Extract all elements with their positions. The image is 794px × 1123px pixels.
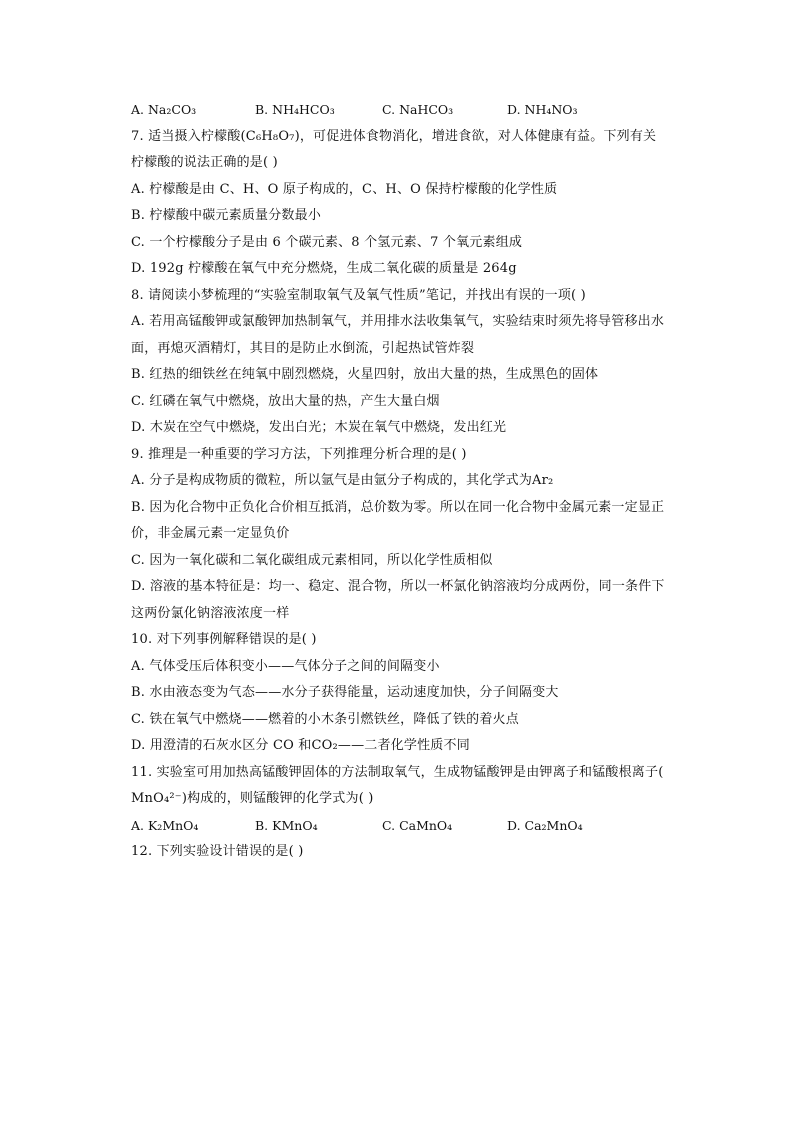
- q12-stem: 12. 下列实验设计错误的是( ): [131, 844, 304, 859]
- q9-stem: 9. 推理是一种重要的学习方法，下列推理分析合理的是( ): [131, 446, 467, 462]
- q8-option-d: D. 木炭在空气中燃烧，发出白光；木炭在氧气中燃烧，发出红光: [131, 420, 507, 435]
- q11-stem-line1: 11. 实验室可用加热高锰酸钾固体的方法制取氧气，生成物锰酸钾是由钾离子和锰酸根离子(: [131, 764, 664, 780]
- q7-stem-line1: 7. 适当摄入柠檬酸(C₆H₈O₇)，可促进体食物消化，增进食欲，对人体健康有益。下列有关: [131, 128, 657, 144]
- q9-option-b-line1: B. 因为化合物中正负化合价相互抵消，总价数为零。所以在同一化合物中金属元素一定显正: [131, 499, 665, 515]
- q6-option-b: B. NH₄HCO₃: [255, 102, 335, 117]
- q8-option-a-line1: A. 若用高锰酸钾或氯酸钾加热制氧气，并用排水法收集氧气，实验结束时须先将导管移出水: [131, 314, 665, 329]
- q8-option-a-line2: 面，再熄灭酒精灯，其目的是防止水倒流，引起热试管炸裂: [131, 340, 475, 356]
- q8-stem: 8. 请阅读小梦梳理的“实验室制取氧气及氧气性质”笔记，并找出有误的一项( ): [131, 287, 586, 303]
- q6-option-c: C. NaHCO₃: [382, 102, 454, 117]
- q10-option-c: C. 铁在氧气中燃烧——燃着的小木条引燃铁丝，降低了铁的着火点: [131, 711, 519, 727]
- q11-stem-line2: MnO₄²⁻)构成的，则锰酸钾的化学式为( ): [131, 791, 374, 806]
- q11-option-c: C. CaMnO₄: [382, 817, 453, 833]
- q9-option-a: A. 分子是构成物质的微粒，所以氩气是由氩分子构成的，其化学式为Ar₂: [131, 473, 554, 488]
- q9-option-b-line2: 价，非金属元素一定显负价: [131, 526, 290, 541]
- q8-option-b: B. 红热的细铁丝在纯氧中剧烈燃烧，火星四射，放出大量的热，生成黑色的固体: [131, 367, 599, 382]
- q9-option-c: C. 因为一氧化碳和二氧化碳组成元素相同，所以化学性质相似: [131, 552, 493, 568]
- q11-option-d: D. Ca₂MnO₄: [507, 817, 583, 833]
- q6-option-d: D. NH₄NO₃: [507, 102, 578, 117]
- q10-option-b: B. 水由液态变为气态——水分子获得能量，运动速度加快，分子间隔变大: [131, 685, 559, 700]
- q8-option-c: C. 红磷在氧气中燃烧，放出大量的热，产生大量白烟: [131, 393, 440, 409]
- q11-options: [131, 813, 691, 840]
- q7-option-d: D. 192g 柠檬酸在氧气中充分燃烧，生成二氧化碳的质量是 264g: [131, 261, 517, 276]
- q10-stem: 10. 对下列事例解释错误的是( ): [131, 632, 317, 647]
- q7-stem-line2: 柠檬酸的说法正确的是( ): [131, 155, 278, 170]
- q11-option-b: B. KMnO₄: [255, 817, 318, 833]
- q10-option-d: D. 用澄清的石灰水区分 CO 和CO₂——二者化学性质不同: [131, 738, 470, 753]
- q7-option-a: A. 柠檬酸是由 C、H、O 原子构成的，C、H、O 保持柠檬酸的化学性质: [131, 181, 558, 197]
- q10-option-a: A. 气体受压后体积变小——气体分子之间的间隔变小: [131, 658, 440, 674]
- q9-option-d-line1: D. 溶液的基本特征是：均一、稳定、混合物，所以一杯氯化钠溶液均分成两份，同一条件下: [131, 579, 665, 594]
- q7-option-c: C. 一个柠檬酸分子是由 6 个碳元素、8 个氢元素、7 个氧元素组成: [131, 234, 523, 250]
- q11-option-a: A. K₂MnO₄: [131, 817, 199, 833]
- exam-page: [131, 97, 691, 866]
- q9-option-d-line2: 这两份氯化钠溶液浓度一样: [131, 605, 290, 621]
- q6-options: [131, 97, 691, 124]
- q6-option-a: A. Na₂CO₃: [131, 102, 197, 117]
- q7-option-b: B. 柠檬酸中碳元素质量分数最小: [131, 208, 322, 223]
